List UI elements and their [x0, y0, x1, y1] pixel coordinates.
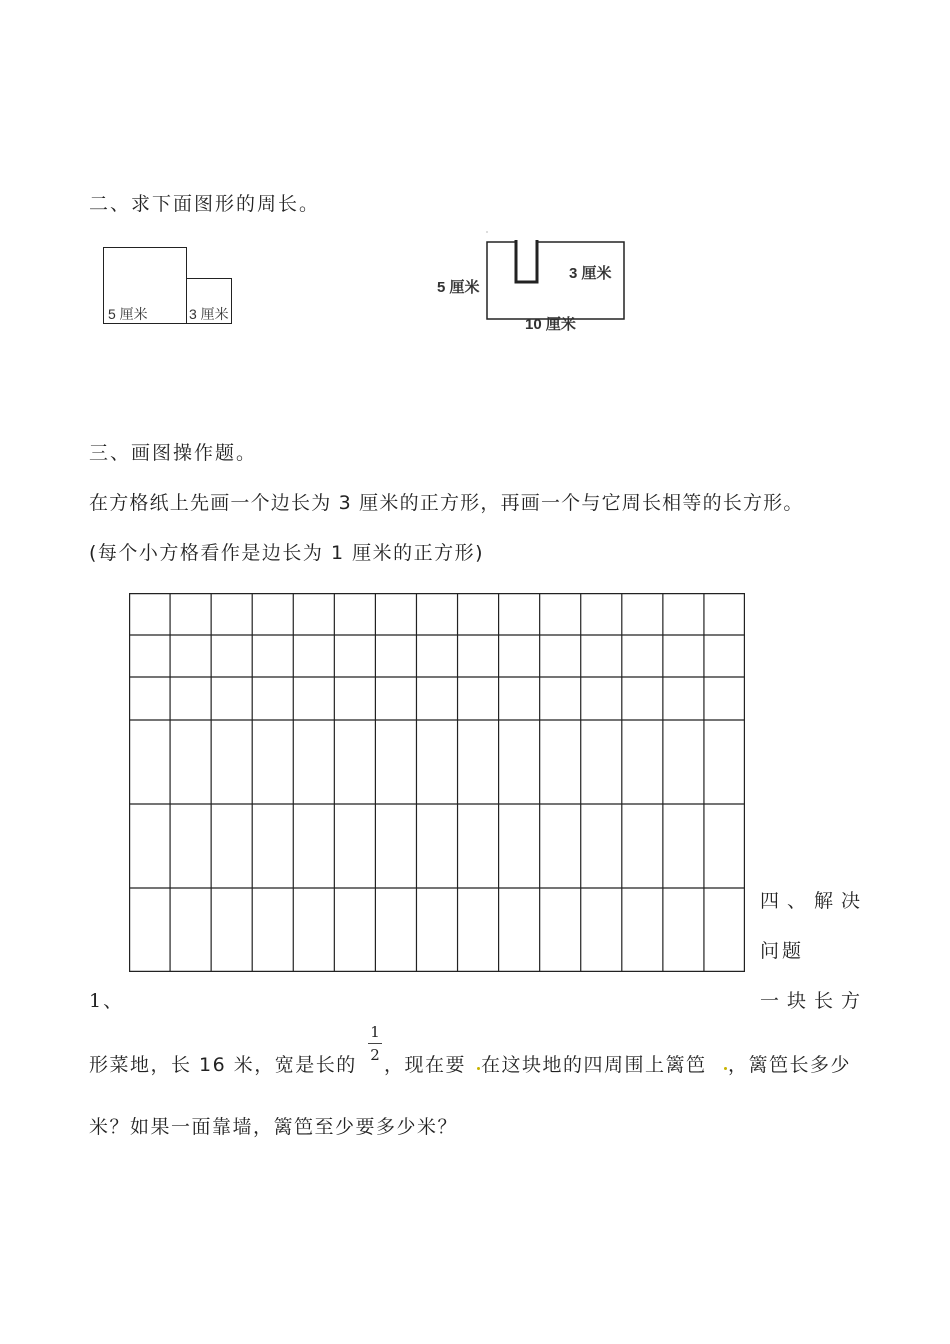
section4-heading-part2: 问题 [760, 940, 805, 962]
fraction-bar [368, 1043, 382, 1044]
figure2-label-notch: 3 厘米 [569, 265, 612, 282]
fraction-numerator: 1 [370, 1023, 380, 1041]
section3-heading: 三、画图操作题。 [89, 442, 258, 464]
problem-number: 1、 [89, 990, 125, 1012]
problem-line2: 米？如果一面靠墙，篱笆至少要多少米？ [89, 1116, 459, 1138]
fraction-denominator: 2 [370, 1046, 380, 1064]
problem-line1-a: 形菜地，长 16 米，宽是长的 [89, 1054, 357, 1076]
edit-mark-2 [724, 1067, 727, 1070]
problem-line1-d: ，篱笆长多少 [728, 1054, 852, 1076]
figure1-label-small: 3 厘米 [189, 306, 229, 322]
edit-mark-1 [477, 1067, 480, 1070]
section4-heading-part1: 四、解决 [760, 890, 869, 912]
section3-instruction: 在方格纸上先画一个边长为 3 厘米的正方形，再画一个与它周长相等的长方形。 [89, 492, 804, 514]
figure2-label-left: 5 厘米 [437, 279, 480, 296]
section3-note: (每个小方格看作是边长为 1 厘米的正方形) [89, 542, 484, 564]
problem-line1-b: ，现在要 [384, 1054, 467, 1076]
problem-line1-c: 在这块地的四周围上篱笆 [481, 1054, 707, 1076]
figure2-label-bottom: 10 厘米 [525, 316, 576, 333]
graph-paper-grid[interactable] [129, 593, 745, 972]
problem-start: 一块长方 [760, 990, 869, 1012]
section2-heading: 二、求下面图形的周长。 [89, 193, 321, 215]
figure1-label-big: 5 厘米 [108, 306, 148, 322]
